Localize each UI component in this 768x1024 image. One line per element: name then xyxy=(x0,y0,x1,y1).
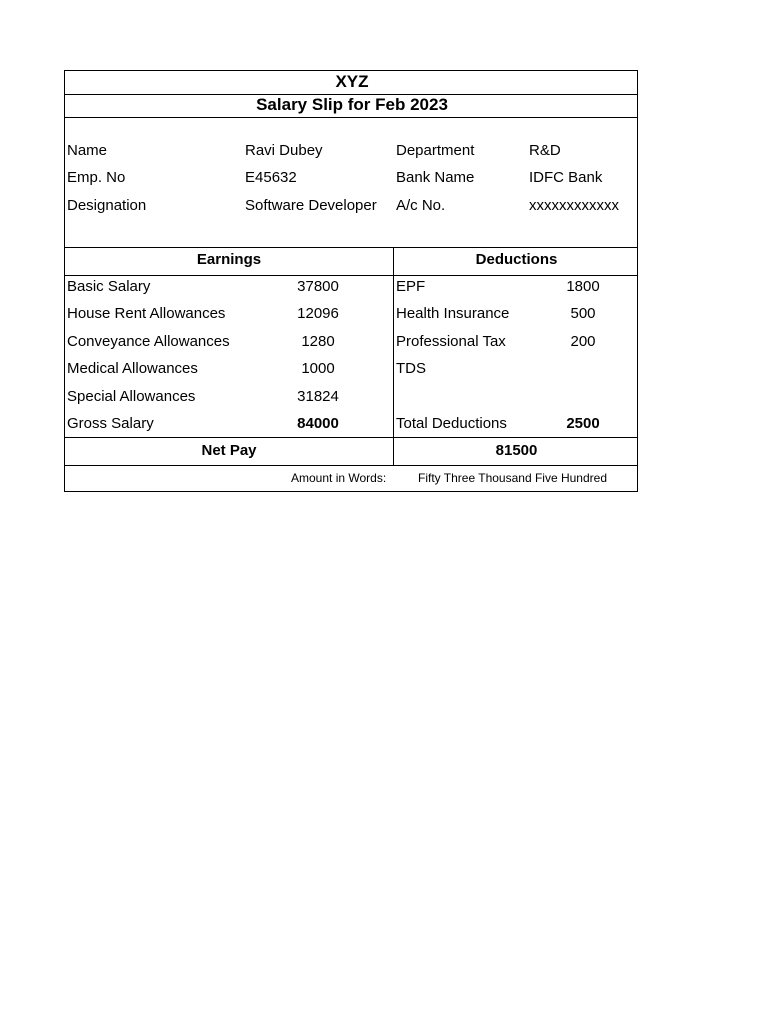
divider xyxy=(65,117,637,118)
account-label: A/c No. xyxy=(396,197,446,214)
department-value: R&D xyxy=(529,142,561,159)
deduction-amount: 500 xyxy=(570,305,596,322)
divider xyxy=(65,465,637,466)
slip-title: Salary Slip for Feb 2023 xyxy=(256,95,448,114)
total-deductions-label: Total Deductions xyxy=(396,415,507,432)
designation-label: Designation xyxy=(67,197,147,214)
company-name: XYZ xyxy=(335,72,369,91)
deduction-label: EPF xyxy=(396,278,426,295)
earning-amount: 1280 xyxy=(301,333,335,350)
designation-value: Software Developer xyxy=(245,197,377,214)
earnings-header: Earnings xyxy=(196,251,262,268)
divider xyxy=(65,437,637,438)
earning-label: Medical Allowances xyxy=(67,360,198,377)
divider xyxy=(65,275,637,276)
empno-value: E45632 xyxy=(245,169,297,186)
earning-amount: 37800 xyxy=(297,278,339,295)
deductions-header: Deductions xyxy=(475,251,558,268)
empno-label: Emp. No xyxy=(67,169,126,186)
net-pay-label: Net Pay xyxy=(201,442,257,459)
amount-in-words-value: Fifty Three Thousand Five Hundred xyxy=(418,471,607,485)
gross-salary-value: 84000 xyxy=(297,415,339,432)
earning-label: House Rent Allowances xyxy=(67,305,226,322)
salary-slip xyxy=(64,70,638,492)
name-label: Name xyxy=(67,142,108,159)
name-value: Ravi Dubey xyxy=(245,142,323,159)
gross-salary-label: Gross Salary xyxy=(67,415,154,432)
deduction-label: Health Insurance xyxy=(396,305,510,322)
bank-value: IDFC Bank xyxy=(529,169,603,186)
deduction-label: Professional Tax xyxy=(396,333,506,350)
earning-label: Basic Salary xyxy=(67,278,151,295)
deduction-amount: 1800 xyxy=(566,278,600,295)
divider xyxy=(65,247,637,248)
earning-amount: 12096 xyxy=(297,305,339,322)
earning-amount: 1000 xyxy=(301,360,335,377)
column-divider xyxy=(393,247,394,465)
earning-label: Special Allowances xyxy=(67,388,196,405)
department-label: Department xyxy=(396,142,475,159)
amount-in-words-label: Amount in Words: xyxy=(291,471,387,485)
account-value: xxxxxxxxxxxx xyxy=(529,197,619,214)
net-pay-value: 81500 xyxy=(495,442,538,459)
bank-label: Bank Name xyxy=(396,169,475,186)
deduction-label: TDS xyxy=(396,360,426,377)
earning-amount: 31824 xyxy=(297,388,339,405)
total-deductions-value: 2500 xyxy=(566,415,600,432)
deduction-amount: 200 xyxy=(570,333,596,350)
earning-label: Conveyance Allowances xyxy=(67,333,230,350)
